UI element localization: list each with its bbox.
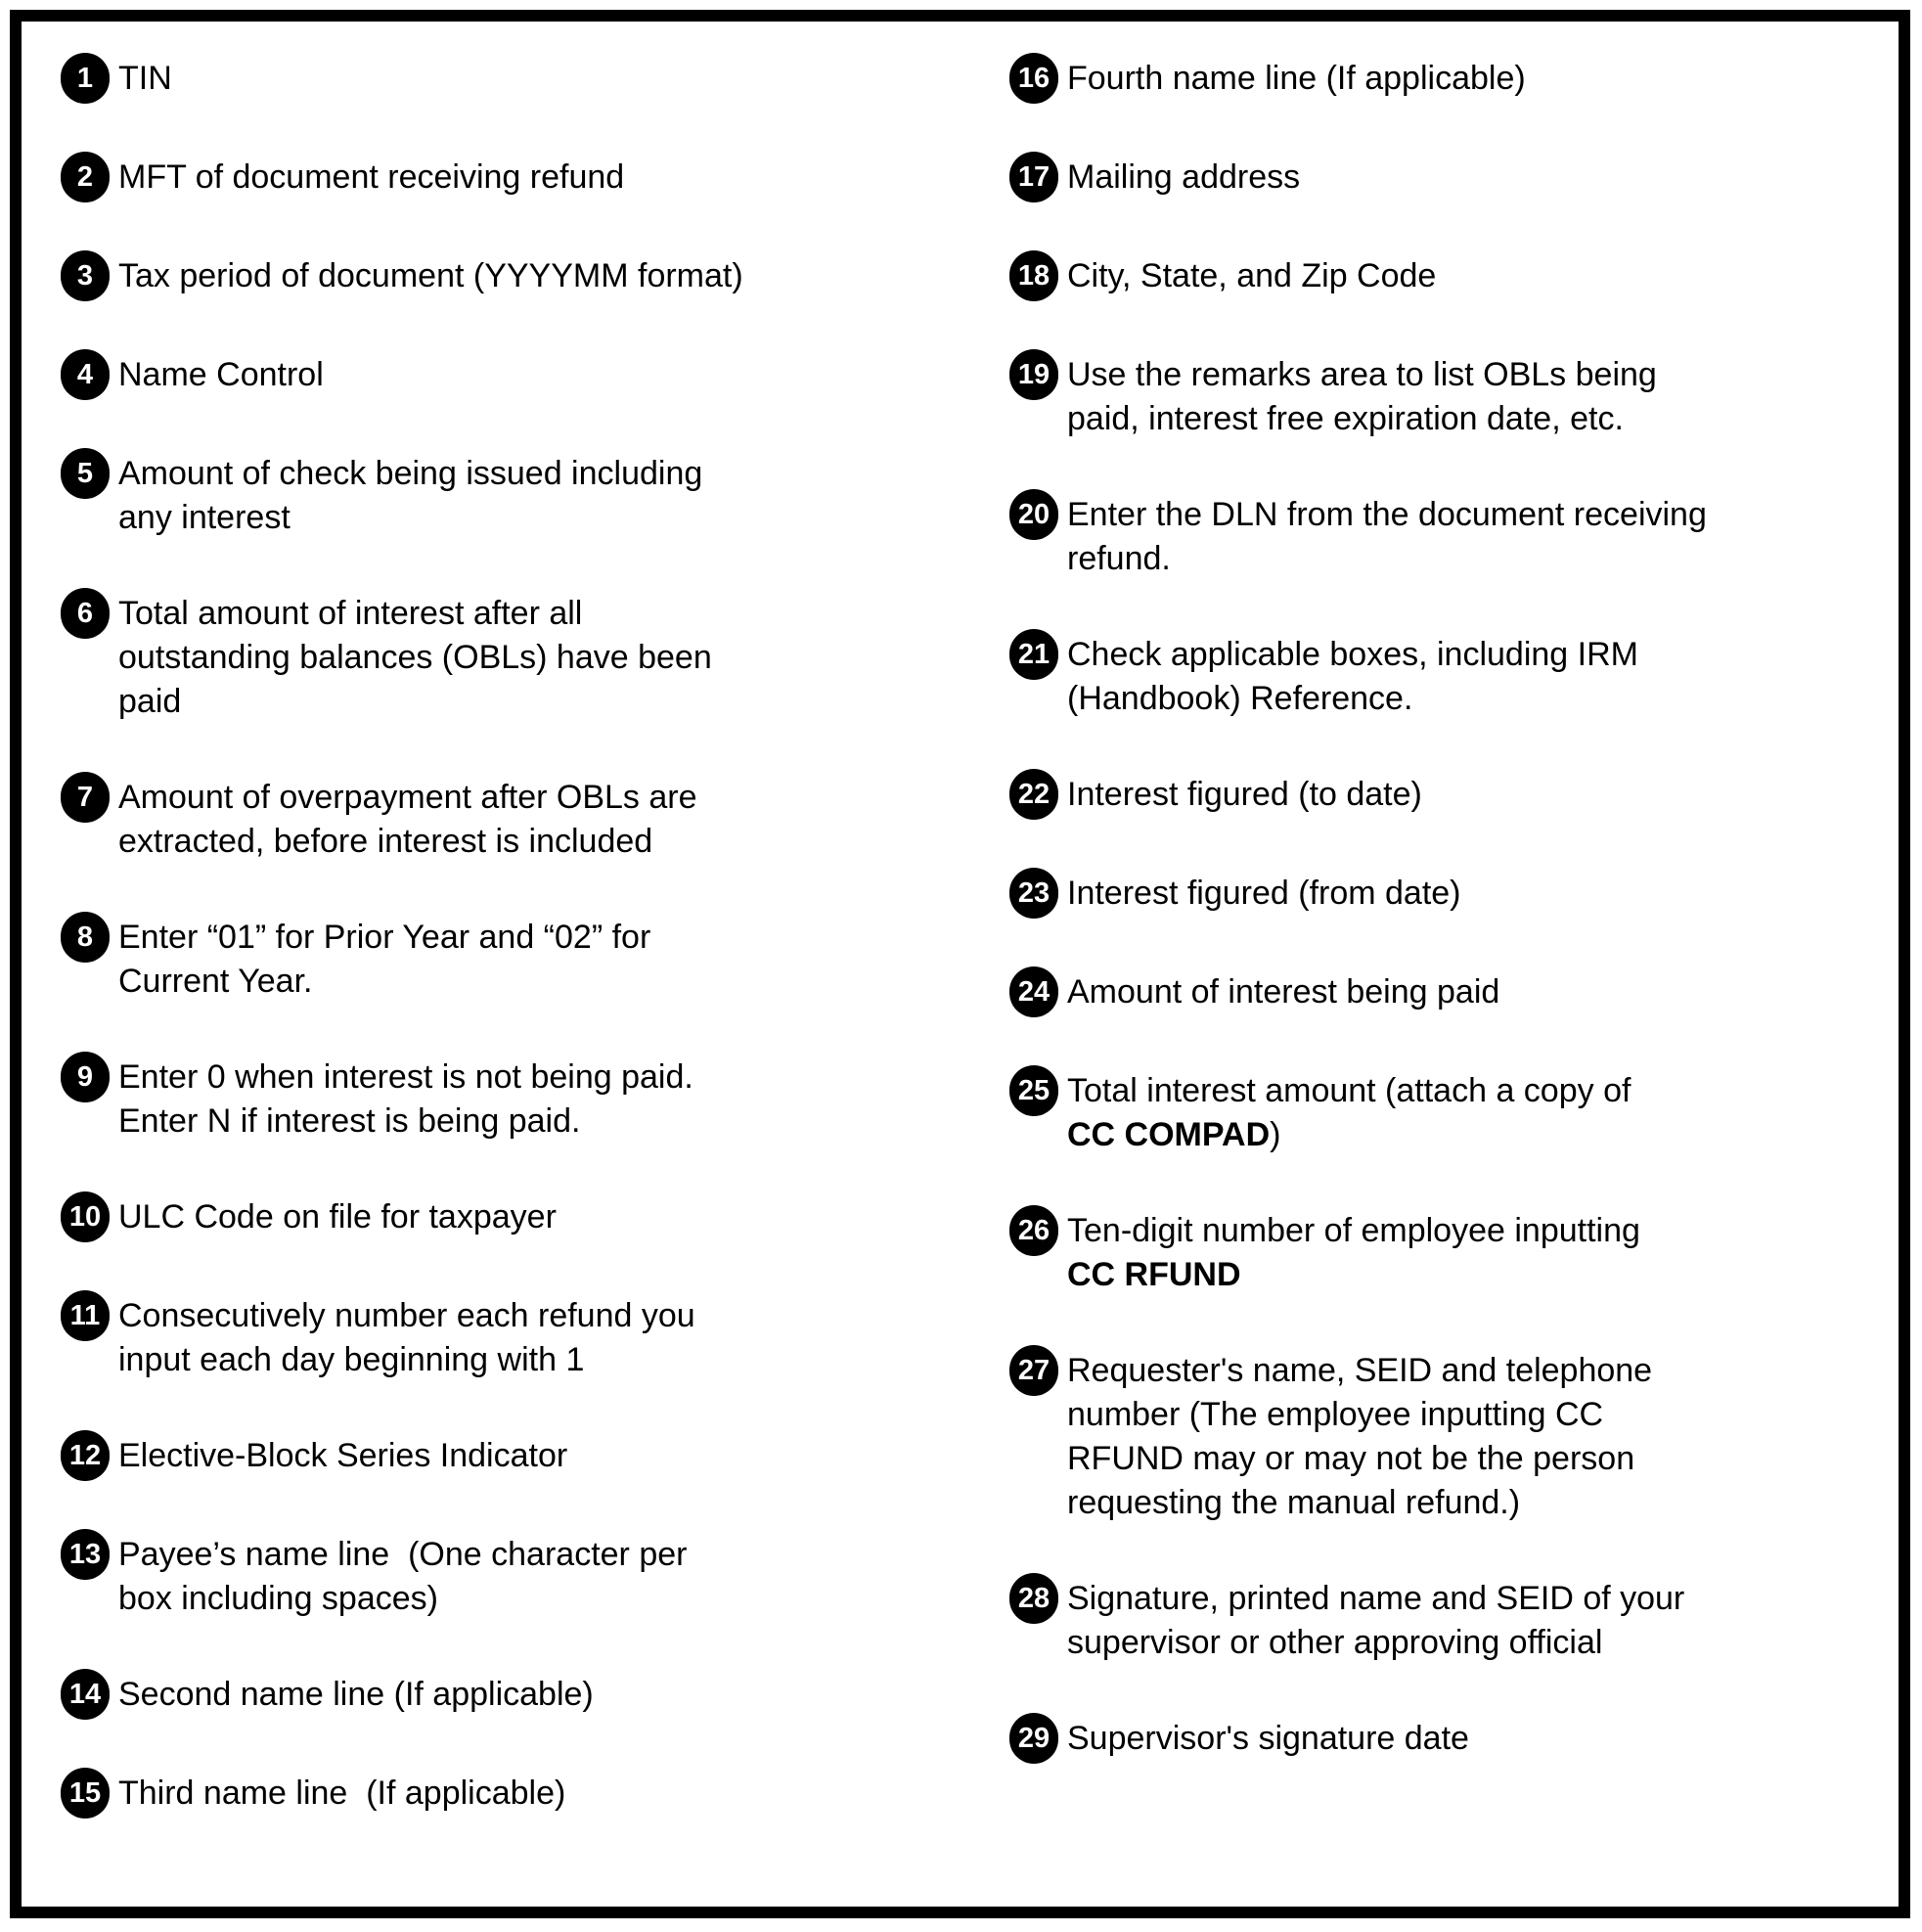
item-number-badge: 11 — [61, 1290, 110, 1341]
legend-item-8 — [61, 916, 794, 1004]
legend-item-11 — [61, 1294, 794, 1382]
item-text-segment: Consecutively number each refund you — [118, 1297, 695, 1334]
item-text-line — [1067, 1481, 1652, 1525]
item-text-line — [1067, 254, 1436, 298]
legend-item-18 — [1009, 254, 1890, 301]
item-text-segment: Ten-digit number of employee inputting — [1067, 1212, 1640, 1249]
legend-item-1 — [61, 57, 794, 104]
item-text-segment: Second name line (If applicable) — [118, 1676, 594, 1713]
legend-item-14 — [61, 1673, 794, 1720]
legend-item-28 — [1009, 1577, 1890, 1665]
item-number-badge: 21 — [1009, 629, 1058, 680]
item-number-badge: 27 — [1009, 1345, 1058, 1396]
item-text — [118, 452, 702, 540]
item-text-line — [1067, 1069, 1631, 1113]
legend-item-19 — [1009, 353, 1890, 441]
item-text-segment: Interest figured (from date) — [1067, 875, 1461, 912]
item-text-line — [118, 1533, 687, 1577]
legend-item-2 — [61, 156, 794, 202]
item-text-segment: refund. — [1067, 540, 1171, 577]
item-text-line — [1067, 633, 1638, 677]
item-text-line — [1067, 677, 1638, 721]
item-number-badge: 2 — [61, 152, 110, 202]
legend-item-12 — [61, 1434, 794, 1481]
item-text-segment: Amount of interest being paid — [1067, 973, 1500, 1011]
item-text — [118, 1434, 567, 1478]
legend-item-23 — [1009, 872, 1890, 919]
item-text-segment: number (The employee inputting CC — [1067, 1396, 1604, 1433]
item-number-badge: 20 — [1009, 489, 1058, 540]
item-text — [1067, 1717, 1469, 1761]
item-text-line — [1067, 1577, 1684, 1621]
item-text-line — [1067, 970, 1499, 1014]
item-text-segment: TIN — [118, 60, 172, 97]
item-number-badge: 18 — [1009, 250, 1058, 301]
legend-item-17 — [1009, 156, 1890, 202]
legend-item-26 — [1009, 1209, 1890, 1297]
legend-item-3 — [61, 254, 794, 301]
item-number-badge: 4 — [61, 349, 110, 400]
item-text-line — [118, 452, 702, 496]
item-number-badge: 17 — [1009, 152, 1058, 202]
item-text-segment: paid, interest free expiration date, etc. — [1067, 400, 1624, 437]
item-text-segment: extracted, before interest is included — [118, 823, 653, 860]
item-text-line — [118, 916, 650, 960]
item-text-segment: Interest figured (to date) — [1067, 776, 1422, 813]
item-text-segment: Enter “01” for Prior Year and “02” for — [118, 919, 651, 956]
item-text-segment: Fourth name line (If applicable) — [1067, 60, 1526, 97]
item-text-line — [1067, 1393, 1652, 1437]
item-text-line — [118, 1434, 567, 1478]
item-text-bold-segment: CC COMPAD — [1067, 1116, 1271, 1153]
item-text-line — [118, 960, 650, 1004]
item-text-line — [118, 353, 324, 397]
item-number-badge: 5 — [61, 448, 110, 499]
item-text — [1067, 493, 1707, 581]
item-number-badge: 25 — [1009, 1065, 1058, 1116]
item-text — [118, 916, 650, 1004]
item-number-badge: 14 — [61, 1669, 110, 1720]
item-text-line — [1067, 1113, 1631, 1157]
item-text-line — [118, 57, 172, 101]
item-text-segment: Name Control — [118, 356, 324, 393]
item-text — [1067, 156, 1300, 200]
item-text — [118, 776, 697, 864]
item-text-line — [118, 496, 702, 540]
item-text-segment: Check applicable boxes, including IRM — [1067, 636, 1638, 673]
item-text — [1067, 254, 1436, 298]
legend-column-right — [1009, 57, 1890, 1764]
legend-item-25 — [1009, 1069, 1890, 1157]
legend-item-9 — [61, 1056, 794, 1144]
item-text — [1067, 1349, 1652, 1525]
item-number-badge: 12 — [61, 1430, 110, 1481]
item-text-line — [1067, 397, 1657, 441]
item-text-segment: Total amount of interest after all — [118, 595, 583, 632]
item-text-segment: supervisor or other approving official — [1067, 1624, 1603, 1661]
item-text — [1067, 353, 1657, 441]
item-text-line — [1067, 773, 1422, 817]
item-text — [1067, 773, 1422, 817]
item-text-line — [1067, 1621, 1684, 1665]
item-text-segment: Mailing address — [1067, 158, 1301, 196]
item-text-segment: ULC Code on file for taxpayer — [118, 1198, 557, 1236]
item-number-badge: 24 — [1009, 966, 1058, 1017]
item-text-segment: Amount of check being issued including — [118, 455, 703, 492]
item-text-line — [1067, 57, 1526, 101]
legend-item-15 — [61, 1772, 794, 1819]
item-text — [118, 1673, 594, 1717]
item-text-line — [118, 820, 697, 864]
item-text-segment: (Handbook) Reference. — [1067, 680, 1413, 717]
item-number-badge: 19 — [1009, 349, 1058, 400]
item-text-segment: Total interest amount (attach a copy of — [1067, 1072, 1631, 1109]
item-text-line — [1067, 1717, 1469, 1761]
item-number-badge: 10 — [61, 1191, 110, 1242]
item-text-line — [1067, 156, 1300, 200]
item-text-segment: Signature, printed name and SEID of your — [1067, 1580, 1685, 1617]
item-text — [1067, 872, 1461, 916]
item-text — [118, 254, 743, 298]
item-text-segment: outstanding balances (OBLs) have been — [118, 639, 712, 676]
item-text-segment: input each day beginning with 1 — [118, 1341, 585, 1378]
item-text — [118, 156, 624, 200]
item-text — [118, 1056, 693, 1144]
legend-item-20 — [1009, 493, 1890, 581]
legend-item-29 — [1009, 1717, 1890, 1764]
item-number-badge: 7 — [61, 772, 110, 823]
item-text-segment: Enter the DLN from the document receiving — [1067, 496, 1707, 533]
item-text — [1067, 57, 1526, 101]
item-number-badge: 8 — [61, 912, 110, 963]
item-text-segment: requesting the manual refund.) — [1067, 1484, 1521, 1521]
item-text — [118, 1195, 557, 1239]
item-text-line — [1067, 872, 1461, 916]
item-text — [118, 1294, 695, 1382]
item-text-line — [118, 254, 743, 298]
item-text-line — [1067, 1349, 1652, 1393]
legend-item-5 — [61, 452, 794, 540]
item-text-bold-segment: CC RFUND — [1067, 1256, 1241, 1293]
item-text-line — [118, 1338, 695, 1382]
item-text-segment: Amount of overpayment after OBLs are — [118, 779, 697, 816]
item-text-line — [118, 1195, 557, 1239]
item-text-segment: MFT of document receiving refund — [118, 158, 625, 196]
item-number-badge: 3 — [61, 250, 110, 301]
legend-item-16 — [1009, 57, 1890, 104]
item-text-segment: Tax period of document (YYYYMM format) — [118, 257, 743, 294]
item-text-line — [118, 1294, 695, 1338]
item-text-segment: Current Year. — [118, 963, 313, 1000]
legend-item-22 — [1009, 773, 1890, 820]
item-text-line — [118, 1772, 565, 1816]
item-text — [1067, 633, 1638, 721]
item-text-segment: Enter 0 when interest is not being paid. — [118, 1058, 693, 1096]
item-text-segment: Use the remarks area to list OBLs being — [1067, 356, 1657, 393]
item-text-line — [118, 636, 712, 680]
item-text-line — [118, 1673, 594, 1717]
item-number-badge: 9 — [61, 1052, 110, 1102]
legend-column-left — [61, 57, 794, 1819]
item-text-line — [1067, 1437, 1652, 1481]
item-number-badge: 26 — [1009, 1205, 1058, 1256]
item-number-badge: 6 — [61, 588, 110, 639]
item-text-line — [118, 1100, 693, 1144]
item-text-line — [118, 1056, 693, 1100]
item-text-segment: RFUND may or may not be the person — [1067, 1440, 1635, 1477]
legend-item-7 — [61, 776, 794, 864]
item-text-line — [118, 1577, 687, 1621]
item-text-segment: paid — [118, 683, 182, 720]
item-text-line — [118, 776, 697, 820]
item-number-badge: 22 — [1009, 769, 1058, 820]
item-text — [118, 353, 324, 397]
item-text-segment: City, State, and Zip Code — [1067, 257, 1437, 294]
item-text-line — [118, 680, 712, 724]
item-text-segment: Third name line (If applicable) — [118, 1775, 566, 1812]
item-text-segment: any interest — [118, 499, 291, 536]
item-text-line — [118, 592, 712, 636]
legend-item-24 — [1009, 970, 1890, 1017]
item-text-segment: Payee’s name line (One character per — [118, 1536, 688, 1573]
legend-item-21 — [1009, 633, 1890, 721]
item-text — [118, 592, 712, 724]
item-number-badge: 13 — [61, 1529, 110, 1580]
item-number-badge: 28 — [1009, 1573, 1058, 1624]
item-text-line — [118, 156, 624, 200]
item-text-segment: box including spaces) — [118, 1580, 438, 1617]
item-text-segment: Enter N if interest is being paid. — [118, 1102, 581, 1140]
item-number-badge: 16 — [1009, 53, 1058, 104]
item-number-badge: 23 — [1009, 868, 1058, 919]
item-number-badge: 1 — [61, 53, 110, 104]
item-text-line — [1067, 537, 1707, 581]
item-text — [1067, 970, 1499, 1014]
item-text — [118, 57, 172, 101]
item-text — [1067, 1069, 1631, 1157]
item-text — [1067, 1577, 1684, 1665]
item-text-line — [1067, 1209, 1640, 1253]
item-text-segment: ) — [1270, 1116, 1281, 1153]
legend-item-6 — [61, 592, 794, 724]
item-text-line — [1067, 353, 1657, 397]
item-text — [118, 1533, 687, 1621]
legend-item-27 — [1009, 1349, 1890, 1525]
item-text — [118, 1772, 565, 1816]
item-text-segment: Elective-Block Series Indicator — [118, 1437, 568, 1474]
item-number-badge: 29 — [1009, 1713, 1058, 1764]
item-text-segment: Requester's name, SEID and telephone — [1067, 1352, 1653, 1389]
item-text-line — [1067, 1253, 1640, 1297]
legend-item-4 — [61, 353, 794, 400]
item-number-badge: 15 — [61, 1768, 110, 1819]
legend-item-13 — [61, 1533, 794, 1621]
item-text-line — [1067, 493, 1707, 537]
item-text — [1067, 1209, 1640, 1297]
legend-item-10 — [61, 1195, 794, 1242]
item-text-segment: Supervisor's signature date — [1067, 1720, 1469, 1757]
